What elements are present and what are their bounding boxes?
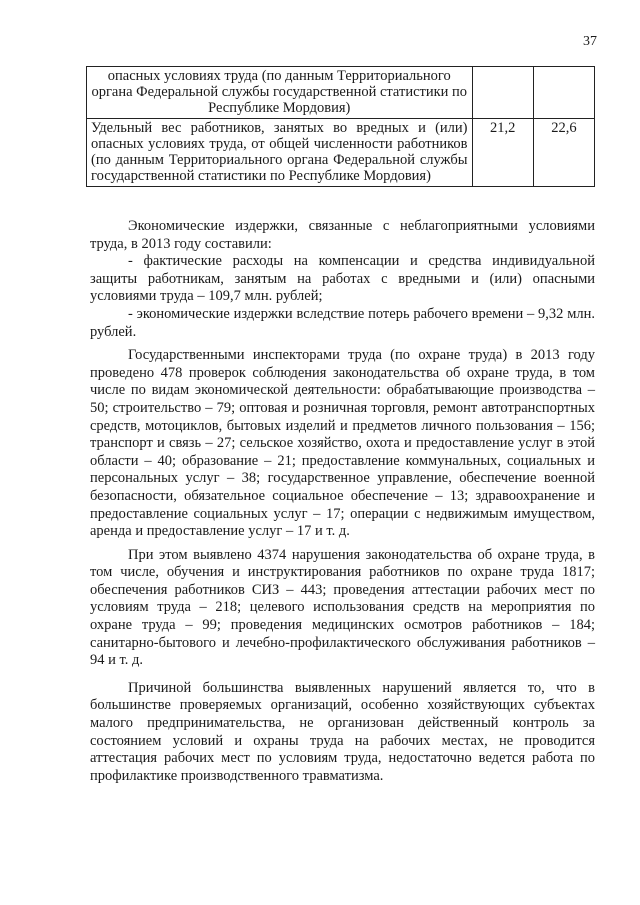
list-item-time-loss-costs: - экономические издержки вследствие потерь рабочего времени – 9,32 млн. рублей.	[90, 305, 595, 340]
table-cell-description: опасных условиях труда (по данным Территориального органа Федеральной службы государственной статистики по Республике Мордовия)	[87, 67, 473, 119]
paragraph-causes: Причиной большинства выявленных нарушений является то, что в большинстве проверяемых организаций, особенно хозяйствующих субъектах малого предпринимательства, не организован действенный контроль за состоянием условий и охраны труда на рабочих местах, не проводится аттестация рабочих мест по условиям труда, недостаточно ведется работа по профилактике производственного травматизма.	[90, 679, 595, 784]
body-text	[90, 218, 595, 785]
table-row	[87, 119, 595, 187]
statistics-table	[86, 66, 595, 187]
page-number: 37	[583, 34, 597, 49]
table-cell-value-2012	[472, 67, 533, 119]
list-item-compensation-costs: - фактические расходы на компенсации и средства индивидуальной защиты работникам, занятым на работах с вредными и (или) опасными условиями труда – 109,7 млн. рублей;	[90, 253, 595, 305]
table-cell-value-2013	[533, 67, 594, 119]
table-row	[87, 67, 595, 119]
paragraph-economic-costs: Экономические издержки, связанные с неблагоприятными условиями труда, в 2013 году составили:	[90, 218, 595, 252]
table-cell-value-2012: 21,2	[472, 119, 533, 187]
paragraph-violations: При этом выявлено 4374 нарушения законодательства об охране труда, в том числе, обучения и инструктирования работников по охране труда 1817; обеспечения работников СИЗ – 443; проведения аттестации рабочих мест по условиям труда – 218; целевого использования средств на мероприятия по охране труда – 99; проведения медицинских осмотров работников – 184; санитарно-бытового и лечебно-профилактического обслуживания работников – 94 и т. д.	[90, 546, 595, 669]
paragraph-inspections: Государственными инспекторами труда (по охране труда) в 2013 году проведено 478 проверок соблюдения законодательства об охране труда, в том числе по видам экономической деятельности: обрабатывающие производства – 50; строительство – 79; оптовая и розничная торговля, ремонт автотранспортных средств, мотоциклов, бытовых изделий и предметов личного пользования – 156; транспорт и связь – 27; сельское хозяйство, охота и предоставление услуг в этой области – 40; образование – 21; предоставление коммунальных, социальных и персональных услуг – 38; государственное управление, обеспечение военной безопасности, обязательное социальное обеспечение – 13; здравоохранение и предоставление социальных услуг – 17; операции с недвижимым имуществом, аренда и предоставление услуг – 17 и т. д.	[90, 347, 595, 540]
table-cell-description: Удельный вес работников, занятых во вредных и (или) опасных условиях труда, от общей численности работников (по данным Территориального органа Федеральной службы государственной статистики по Республике Мордовия)	[87, 119, 473, 187]
table-cell-value-2013: 22,6	[533, 119, 594, 187]
